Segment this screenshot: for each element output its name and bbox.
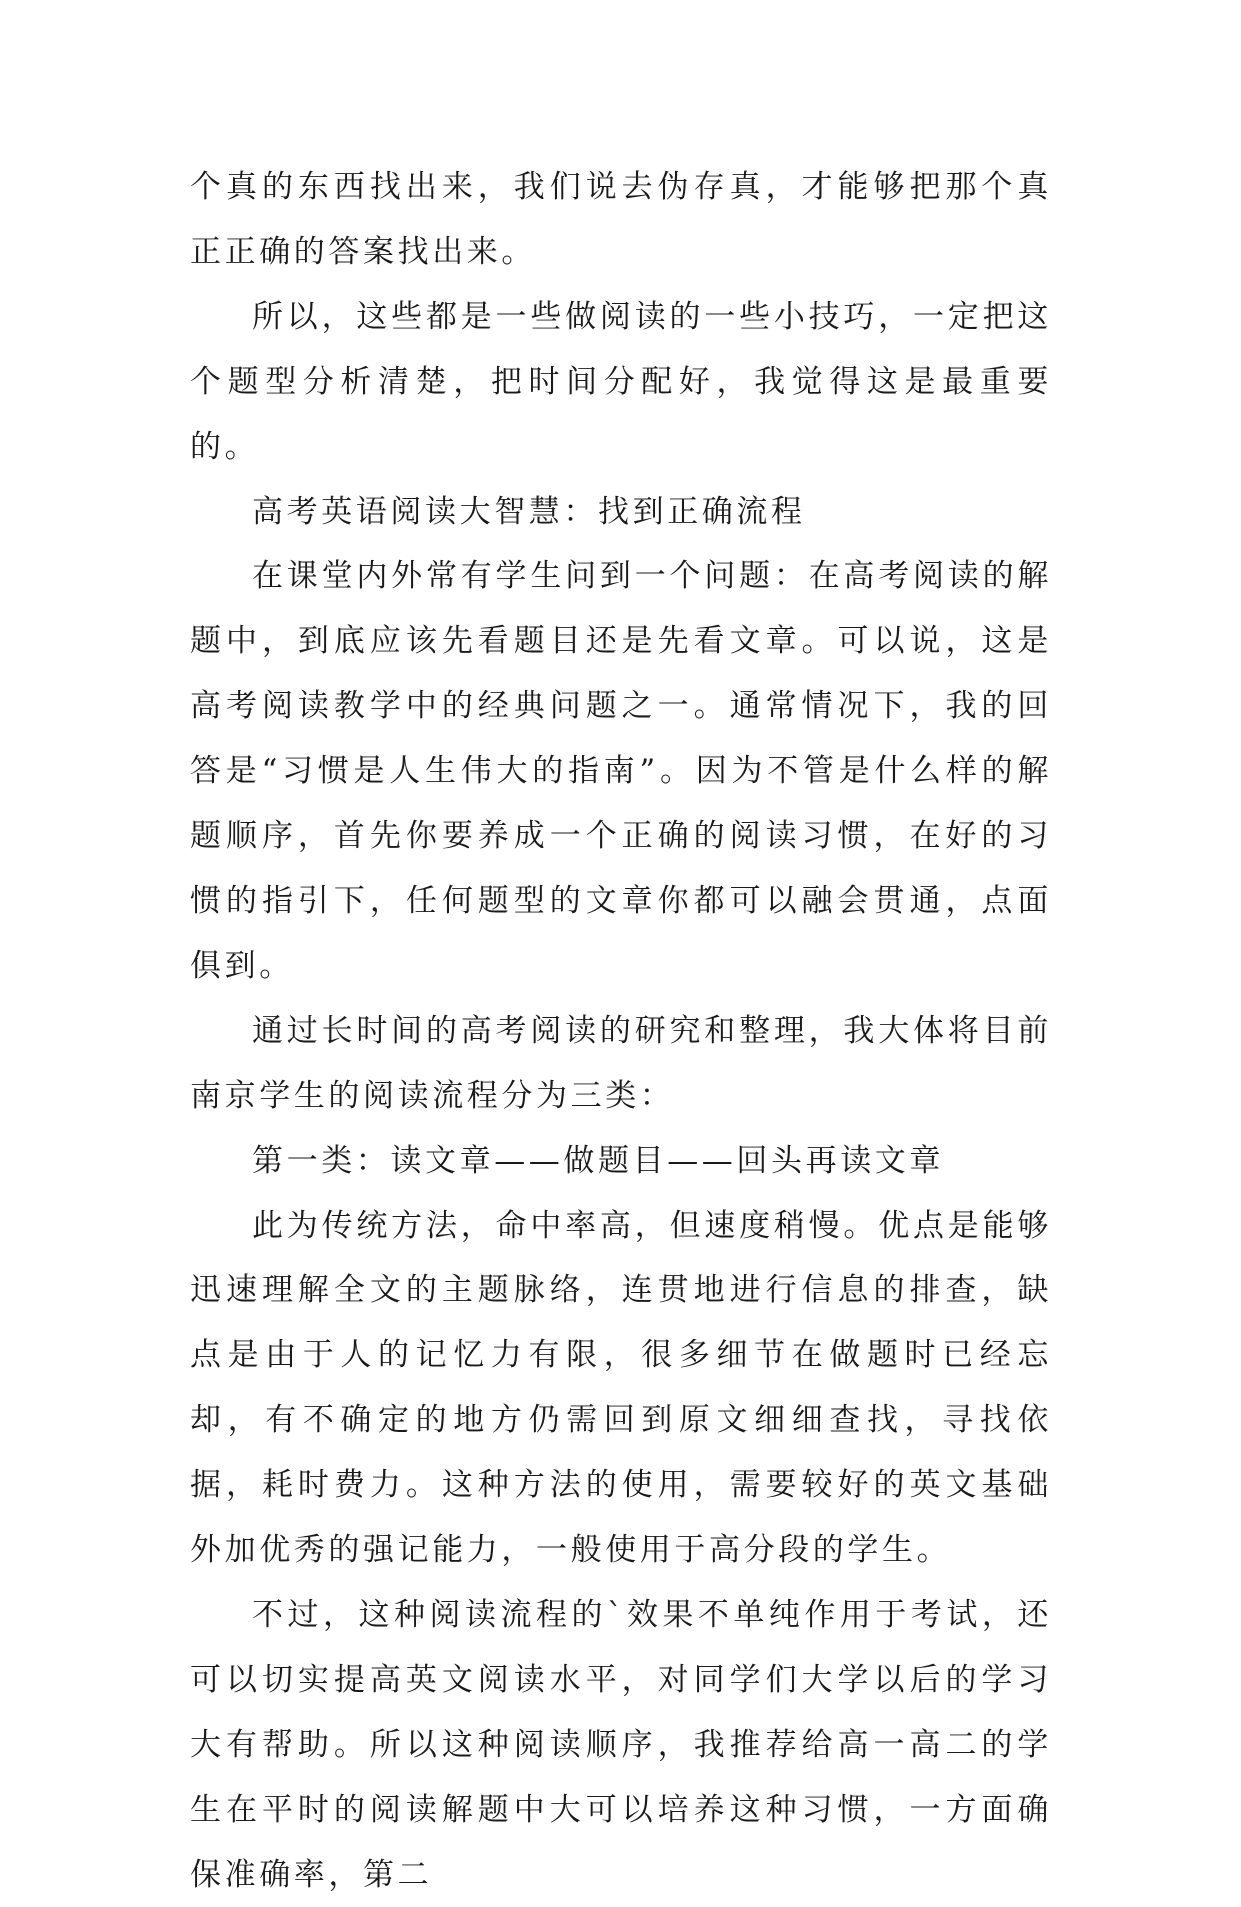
paragraph-continuation: 个真的东西找出来，我们说去伪存真，才能够把那个真正正确的答案找出来。 <box>190 169 1052 270</box>
paragraph: 所以，这些都是一些做阅读的一些小技巧，一定把这个题型分析清楚，把时间分配好，我觉得这是最重要的。 <box>190 298 1052 465</box>
paragraph: 在课堂内外常有学生问到一个问题：在高考阅读的解题中，到底应该先看题目还是先看文章。可以说，这是高考阅读教学中的经典问题之一。通常情况下，我的回答是“习惯是人生伟大的指南”。因为不管是什么样的解题顺序，首先你要养成一个正确的阅读习惯，在好的习惯的指引下，任何题型的文章你都可以融会贯通，点面俱到。 <box>190 558 1052 984</box>
paragraph: 不过，这种阅读流程的`效果不单纯作用于考试，还可以切实提高英文阅读水平，对同学们大学以后的学习大有帮助。所以这种阅读顺序，我推荐给高一高二的学生在平时的阅读解题中大可以培养这种习惯，一方面确保准确率，第二 <box>190 1596 1052 1893</box>
paragraph: 此为传统方法，命中率高，但速度稍慢。优点是能够迅速理解全文的主题脉络，连贯地进行信息的排查，缺点是由于人的记忆力有限，很多细节在做题时已经忘却，有不确定的地方仍需回到原文细细查找，寻找依据，耗时费力。这种方法的使用，需要较好的英文基础外加优秀的强记能力，一般使用于高分段的学生。 <box>190 1207 1052 1569</box>
document-body <box>190 155 1052 1907</box>
subsection-heading: 第一类：读文章——做题目——回头再读文章 <box>252 1142 944 1179</box>
paragraph: 通过长时间的高考阅读的研究和整理，我大体将目前南京学生的阅读流程分为三类： <box>190 1012 1052 1114</box>
section-heading: 高考英语阅读大智慧：找到正确流程 <box>252 493 806 530</box>
